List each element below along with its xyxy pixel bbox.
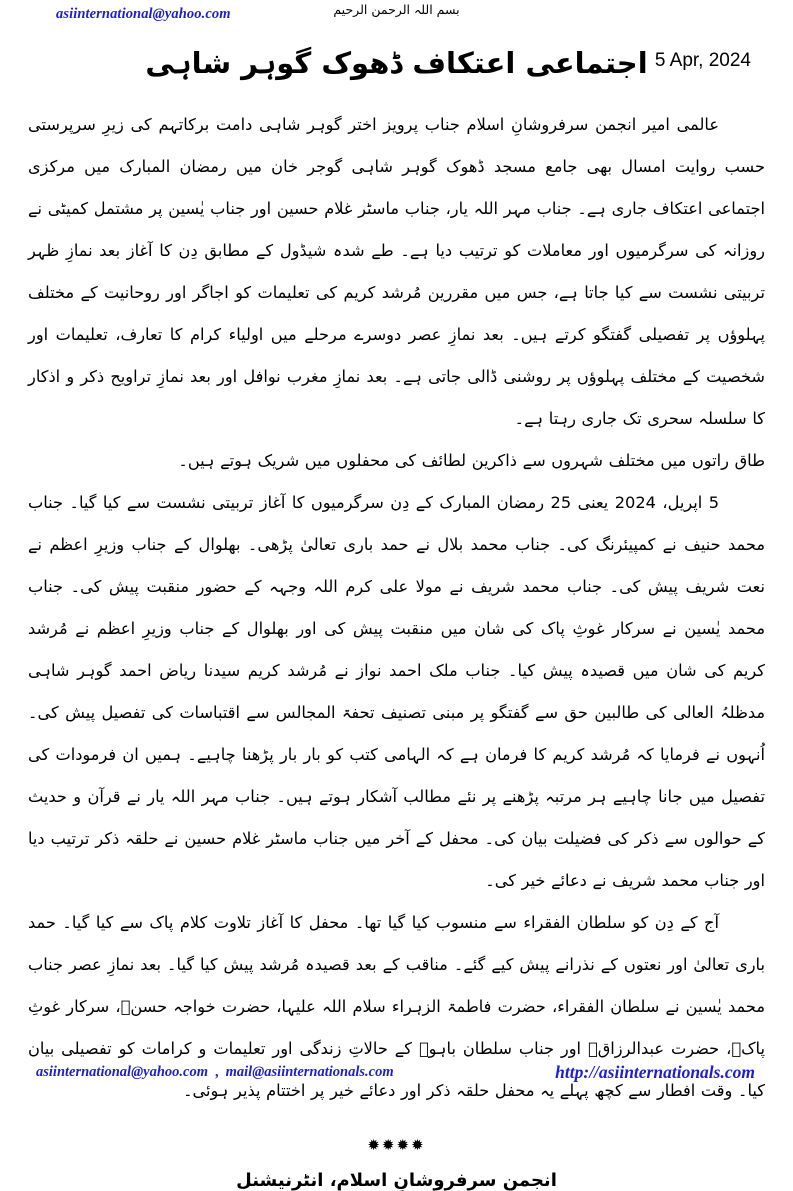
body-paragraph: 5 اپریل، 2024 یعنی 25 رمضان المبارک کے دِن سرگرمیوں کا آغاز تربیتی نشست سے کیا گیا۔ جناب محمد حنیف نے کمپیئرنگ کی۔ جناب محمد بلال نے حمد باری تعالیٰ پڑھی۔ بھلوال کے جناب وزیرِ اعظم نے نعت شریف پیش کی۔ جناب محمد شریف نے مولا علی کرم اللہ وجہہ کے حضور منقبت پیش کی۔ جناب محمد یٰسین نے سرکار غوثِ پاک کی شان میں منقبت پیش کی اور بھلوال کے جناب وزیرِ اعظم نے مُرشد کریم کی شان میں قصیدہ پیش کیا۔ جناب ملک احمد نواز نے مُرشد کریم سیدنا ریاض احمد گوہر شاہی مدظلہُ العالی کی طالبین حق سے گفتگو پر مبنی تصنیف تحفۃ المجالس سے اقتباسات کی تفصیل پیش کی۔ اُنہوں نے فرمایا کہ مُرشد کریم کا فرمان ہے کہ الہامی کتب کو بار بار پڑھنا چاہیے۔ ہمیں ان فرمودات کی تفصیل میں جانا چاہیے ہر مرتبہ پڑھنے پر نئے مطالب آشکار ہوتے ہیں۔ جناب مہر اللہ یار نے قرآن و حدیث کے حوالوں سے ذکر کی فضیلت بیان کی۔ محفل کے آخر میں جناب ماسٹر غلام حسین نے حلقہ ذکر ترتیب دیا اور جناب محمد شریف نے دعائے خیر کی۔ — [28, 493, 765, 890]
title-row — [24, 40, 769, 102]
footer-email-separator: , — [215, 1064, 219, 1080]
body-paragraph: عالمی امیر انجمن سرفروشانِ اسلام جناب پرویز اختر گوہر شاہی دامت برکاتہم کی زیرِ سرپرستی حسب روایت امسال بھی جامع مسجد ڈھوک گوہر شاہی گوجر خان میں رمضان المبارک میں مرکزی اجتماعی اعتکاف جاری ہے۔ جناب مہر اللہ یار، جناب ماسٹر غلام حسین اور جناب یٰسین پر مشتمل کمیٹی نے روزانہ کی سرگرمیوں اور معاملات کو ترتیب دیا ہے۔ طے شدہ شیڈول کے مطابق دِن کا آغاز بعد نمازِ ظہر تربیتی نشست سے کیا جاتا ہے، جس میں مقررین مُرشد کریم کی تعلیمات کو اجاگر اور روحانیت کے مختلف پہلوؤں پر تفصیلی گفتگو کرتے ہیں۔ بعد نمازِ عصر دوسرے مرحلے میں اولیاء کرام کا تعارف، تعلیمات اور شخصیت کے مختلف پہلوؤں پر روشنی ڈالی جاتی ہے۔ بعد نمازِ مغرب نوافل اور بعد نمازِ تراویح ذکر و اذکار کا سلسلہ سحری تک جاری رہتا ہے۔ — [28, 115, 765, 428]
footer-email-secondary[interactable]: mail@asiinternationals.com — [225, 1064, 394, 1080]
footer-website-link[interactable]: http://asiinternationals.com — [555, 1062, 755, 1082]
page-title: اجتماعی اعتکاف ڈھوک گوہر شاہی — [145, 46, 648, 80]
header-email-address[interactable]: asiinternational@yahoo.com — [56, 6, 231, 22]
article-body — [28, 102, 765, 1112]
document-header — [24, 0, 769, 34]
document-footer — [0, 1064, 793, 1088]
body-paragraph: طاق راتوں میں مختلف شہروں سے ذاکرین لطائف کی محفلوں میں شریک ہوتے ہیں۔ — [178, 451, 765, 470]
organization-signature: انجمن سرفروشانِ اسلام، انٹرنیشنل — [236, 1170, 557, 1191]
publication-date: 5 Apr, 2024 — [654, 50, 751, 71]
footer-contact-emails — [36, 1064, 394, 1081]
body-paragraph: آج کے دِن کو سلطان الفقراء سے منسوب کیا گیا تھا۔ محفل کا آغاز تلاوت کلام پاک سے کیا گیا۔ حمد باری تعالیٰ اور نعتوں کے نذرانے پیش کیے گئے۔ مناقب کے بعد قصیدہ مُرشد پیش کیا گیا۔ بعد نمازِ عصر جناب محمد یٰسین نے سلطان الفقراء، حضرت فاطمۃ الزہراء سلام اللہ علیہا، حضرت خواجہ حسنؒ، سرکار غوثِ پاکؒ، حضرت عبدالرزاقؒ اور جناب سلطان باہوؒ کے حالاتِ زندگی اور تعلیمات و کرامات کو تفصیلی بیان کیا۔ وقت افطار سے کچھ پہلے یہ محفل حلقہ ذکر اور دعائے خیر پر اختتام پذیر ہوئی۔ — [28, 913, 765, 1100]
decorative-star-ornament: ✹✹✹✹ — [367, 1136, 426, 1154]
footer-email-primary[interactable]: asiinternational@yahoo.com — [36, 1064, 208, 1080]
bismillah-line: بسم اللہ الرحمن الرحیم — [333, 2, 460, 17]
